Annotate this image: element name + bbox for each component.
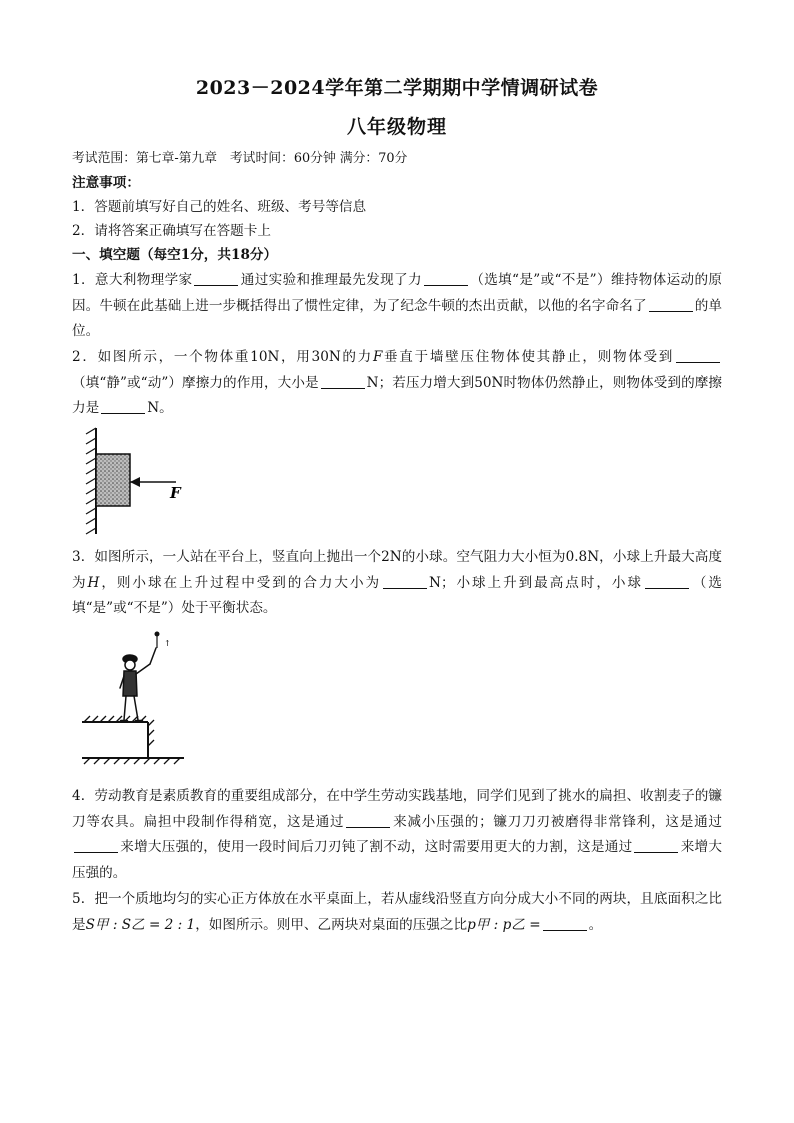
force-arrow [130,477,140,487]
note-item-2: 2．请将答案正确填写在答题卡上 [72,223,271,239]
question-4: 4．劳动教育是素质教育的重要组成部分，在中学生劳动实践基地，同学们见到了挑水的扁担、收割麦子的镰刀等农具。扁担中段制作得稍宽，这是通过 来减小压强的；镰刀刀刃被磨得非常锋利，这是通过来增大压强的，使用一段时间后刀刃钝了割不动，这时需要用更大的力割，这是通过 来增大压强的。 [72,788,723,881]
answer-blank[interactable] [346,813,390,828]
wall-hatching [86,428,96,534]
platform [82,716,184,764]
note-item-1: 1．答题前填写好自己的姓名、班级、考号等信息 [72,199,367,215]
notes-heading: 注意事项： [72,175,140,191]
answer-blank[interactable] [321,374,365,389]
exam-info: 考试范围：第七章-第九章 考试时间：60分钟 满分：70分 [72,151,408,166]
force-label: F [170,484,181,502]
answer-blank[interactable] [74,838,118,853]
answer-blank[interactable] [424,271,468,286]
answer-blank[interactable] [676,348,720,363]
ball [155,632,160,637]
question-3: 3．如图所示，一人站在平台上，竖直向上抛出一个2N的小球。空气阻力大小恒为0.8N，小球上升最大高度为H，则小球在上升过程中受到的合力大小为 N；小球上升到最高点时，小球 （选填“是”或“不是”）处于平衡状态。 [72,549,723,616]
block [96,454,130,506]
answer-blank[interactable] [649,297,693,312]
question-1: 1．意大利物理学家 通过实验和推理最先发现了力 （选填“是”或“不是”）维持物体运动的原因。牛顿在此基础上进一步概括得出了惯性定律，为了纪念牛顿的杰出贡献，以他的名字命名了 的单位。 [72,272,723,339]
exam-subtitle: 八年级物理 [346,116,447,138]
wall-force-figure [84,426,194,538]
person-platform-figure [80,626,190,766]
answer-blank[interactable] [543,916,587,931]
arrow-mark-icon: ↑ [164,639,171,648]
answer-blank[interactable] [101,399,145,414]
exam-title: 2023－2024学年第二学期期中学情调研试卷 [195,77,599,99]
person [120,648,156,721]
answer-blank[interactable] [645,574,689,589]
answer-blank[interactable] [634,838,678,853]
answer-blank[interactable] [383,574,427,589]
question-2: 2．如图所示，一个物体重10N，用30N的力F垂直于墙壁压住物体使其静止，则物体受到（填“静”或“动”）摩擦力的作用，大小是 N；若压力增大到50N时物体仍然静止，则物体受到的摩擦力是 N。 [72,349,722,416]
question-5: 5．把一个质地均匀的实心正方体放在水平桌面上，若从虚线沿竖直方向分成大小不同的两块，且底面积之比是S甲 : S乙 = 2 : 1，如图所示。则甲、乙两块对桌面的压强之比p甲 : p乙 = 。 [72,891,722,933]
answer-blank[interactable] [194,271,238,286]
section-heading: 一、填空题（每空1分，共18分） [72,247,278,263]
